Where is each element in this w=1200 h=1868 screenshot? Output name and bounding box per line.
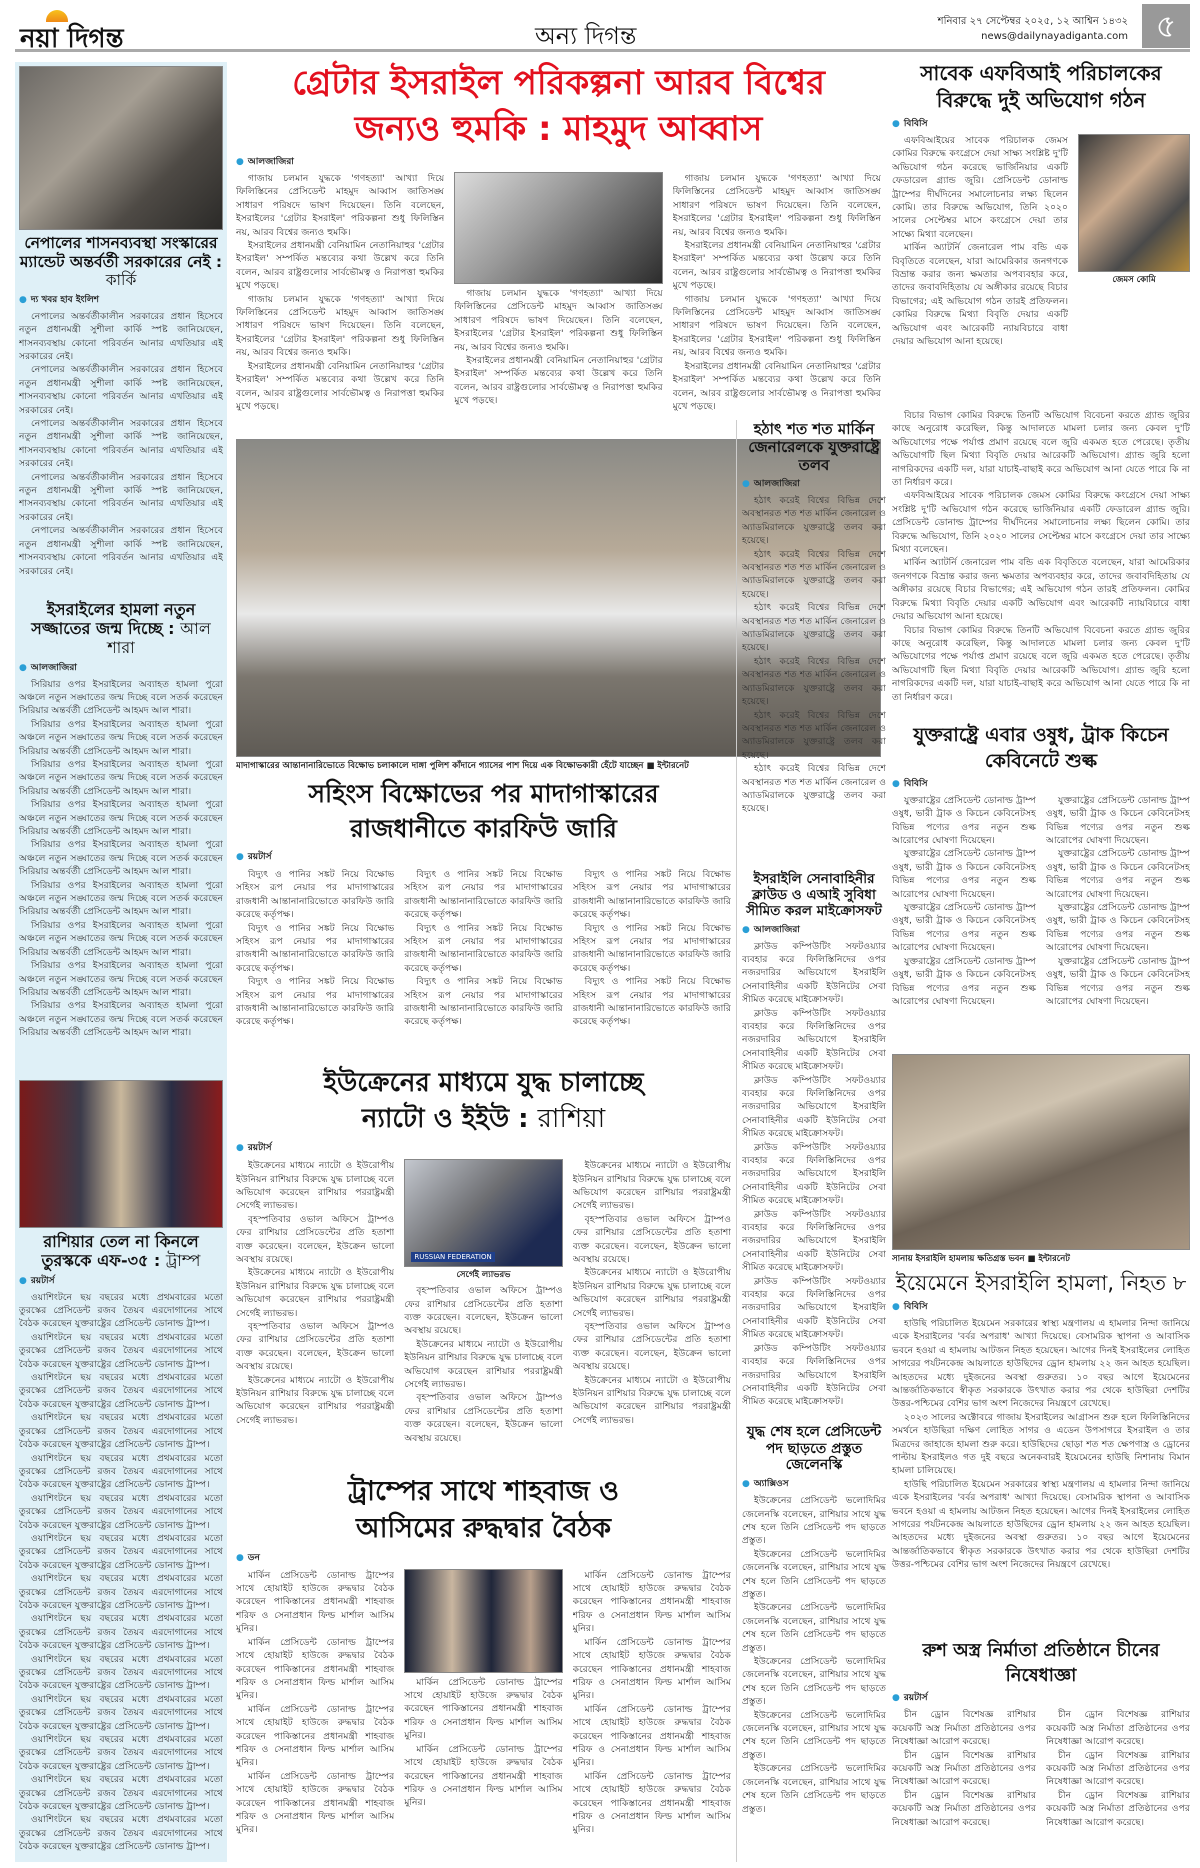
paragraph: সিরিয়ার ওপর ইসরাইলের অব্যাহত হামলা পুরো অঞ্চলে নতুন সঙ্ঘাতের জন্ম দিচ্ছে বলে সতর্ক করেছেন সিরিয়ার অন্তর্বর্তী প্রেসিডেন্ট আহমদ আল শারা।: [19, 960, 223, 998]
nepal-source: ● দ্য খবর হাব ইংলিশ: [19, 294, 223, 306]
paragraph: ইসরাইলের প্রধানমন্ত্রী বেনিয়ামিন নেতানিয়াহুর 'গ্রেটার ইসরাইল' সম্পর্কিত মন্তব্যের কথা উল্লেখ করে তিনি বলেন, আরব রাষ্ট্রগুলোর সার্বভৌমত্ব ও নিরাপত্তা হুমকির মুখে পড়ছে।: [672, 240, 881, 292]
pakistan-article: [236, 1569, 731, 1862]
china-source: ● রয়টার্স: [892, 1692, 1190, 1704]
article-body: [892, 1317, 1190, 1635]
article-body: [19, 1291, 223, 1858]
paragraph: চীন ড্রোন বিশেষজ্ঞ রাশিয়ার কয়েকটি অস্ত্র নির্মাতা প্রতিষ্ঠানের ওপর নিষেধাজ্ঞা আরোপ করেছে।: [1046, 1749, 1190, 1788]
nepal-headline: নেপালের শাসনব্যবস্থা সংস্কারের ম্যান্ডেট অন্তর্বর্তী সরকারের নেই : কার্কি: [19, 234, 223, 290]
date: শনিবার ২৭ সেপ্টেম্বর ২০২৫, ১২ আশ্বিন ১৪৩২: [937, 16, 1128, 27]
ukraine-headline: ইউক্রেনের মাধ্যমে যুদ্ধ চালাচ্ছে ন্যাটো ও ইইউ : রাশিয়া: [323, 1068, 644, 1135]
paragraph: ওয়াশিংটনে ছয় বছরের মধ্যে প্রথমবারের মতো তুরস্কের প্রেসিডেন্ট রজব তৈয়ব এরদোগানের সাথে বৈঠক করেছেন যুক্তরাষ্ট্রের প্রেসিডেন্ট ডোনাল্ড ট্রাম্প।: [19, 1573, 223, 1611]
paragraph: হঠাৎ করেই বিশ্বের বিভিন্ন দেশে অবস্থানরত শত শত মার্কিন জেনারেল ও অ্যাডমিরালকে যুক্তরাষ্ট্রে তলব করা হয়েছে।: [742, 495, 886, 547]
china-article: [892, 1708, 1190, 1862]
paragraph: ওয়াশিংটনে ছয় বছরের মধ্যে প্রথমবারের মতো তুরস্কের প্রেসিডেন্ট রজব তৈয়ব এরদোগানের সাথে বৈঠক করেছেন যুক্তরাষ্ট্রের প্রেসিডেন্ট ডোনাল্ড ট্রাম্প।: [19, 1814, 223, 1853]
madagascar-source: ● রয়টার্স: [236, 851, 731, 863]
paragraph: চীন ড্রোন বিশেষজ্ঞ রাশিয়ার কয়েকটি অস্ত্র নির্মাতা প্রতিষ্ঠানের ওপর নিষেধাজ্ঞা আরোপ করেছে।: [1046, 1789, 1190, 1828]
paragraph: বৃহস্পতিবার ওভাল অফিসে ট্রাম্পও ফের রাশিয়ার প্রেসিডেন্টের প্রতি হতাশা ব্যক্ত করেছেন। বলেছেন, ইউক্রেন ভালো অবস্থায় রয়েছে।: [236, 1213, 395, 1266]
madagascar-article: [236, 868, 731, 1060]
paragraph: বিদ্যুৎ ও পানির সঙ্কট নিয়ে বিক্ষোভ সহিংস রূপ নেয়ার পর মাদাগাস্কারের রাজধানী আন্তানানারিভোতে কারফিউ জারি করেছে কর্তৃপক্ষ।: [572, 922, 731, 974]
generals-headline: হঠাৎ শত শত মার্কিন জেনারেলকে যুক্তরাষ্ট্রে তলব: [748, 420, 880, 474]
paragraph: যুক্তরাষ্ট্রের প্রেসিডেন্ট ডোনাল্ড ট্রাম্প ওষুধ, ভারী ট্রাক ও কিচেন কেবিনেটসহ বিভিন্ন পণ্যের ওপর নতুন শুল্ক আরোপের ঘোষণা দিয়েছেন।: [892, 848, 1036, 900]
paragraph: ইউক্রেনের প্রেসিডেন্ট ভলোদিমির জেলেনস্কি বলেছেন, রাশিয়ার সাথে যুদ্ধ শেষ হলে তিনি প্রেসিডেন্ট পদ ছাড়তে প্রস্তুত।: [742, 1763, 886, 1815]
paragraph: বিচার বিভাগ কোমির বিরুদ্ধে তিনটি অভিযোগ বিবেচনা করতে গ্র্যান্ড জুরির কাছে অনুরোধ করেছিল, কিন্তু আদালতে মামলা চলার জন্য কেবল দু'টি অভিযোগের পক্ষে পর্যাপ্ত প্রমাণ রয়েছে বলে জুরি একমত হতে পেরেছে। তৃতীয় অভিযোগটি ছিল মিথ্যা বিবৃতি দেয়ার আরেকটি অভিযোগ। গ্র্যান্ড জুরি হলো নাগরিকদের একটি দল, যারা যাচাই-বাছাই করে অভিযোগ আনা যেতে পারে কি না তা নির্ধারণ করে।: [892, 410, 1190, 489]
paragraph: ইউক্রেনের মাধ্যমে ন্যাটো ও ইউরোপীয় ইউনিয়ন রাশিয়ার বিরুদ্ধে যুদ্ধ চালাচ্ছে বলে অভিযোগ করেছেন রাশিয়ার পররাষ্ট্রমন্ত্রী সের্গেই ল্যাভরভ।: [236, 1374, 395, 1426]
date-block: [938, 14, 1128, 44]
alsharaa-source: ● আলজাজিরা: [19, 662, 223, 674]
paragraph: হাউছি পরিচালিত ইয়েমেন সরকারের স্বাস্থ্য মন্ত্রণালয় এ হামলার নিন্দা জানিয়ে একে ইসরাইলের 'বর্বর অপরাধ' আখ্যা দিয়েছে। বেসামরিক স্থাপনা ও আবাসিক ভবনে হওয়া এ হামলায় আটজন নিহত হয়েছেন। আগের দিনই ইসরাইলের লোহিত সাগরের পর্যটনকেন্দ্র আয়লাতে হাউছিদের ড্রোন হামলায় ২২ জন আহত হয়েছিল। আহতদের মধ্যে দুইজনের অবস্থা গুরুতর। ১০ বছর আগে ইয়েমেনের আন্তর্জাতিকভাবে স্বীকৃত সরকারকে উৎখাত করার পর থেকে হাউছিরা দেশটির উত্তর-পশ্চিমের বেশির ভাগ অংশ নিজেদের নিয়ন্ত্রণে রেখেছে।: [892, 1478, 1190, 1571]
abbas-source: ● আলজাজিরা: [236, 156, 881, 168]
paragraph: ইউক্রেনের মাধ্যমে ন্যাটো ও ইউরোপীয় ইউনিয়ন রাশিয়ার বিরুদ্ধে যুদ্ধ চালাচ্ছে বলে অভিযোগ করেছেন রাশিয়ার পররাষ্ট্রমন্ত্রী সের্গেই ল্যাভরভ।: [236, 1160, 395, 1212]
paragraph: ওয়াশিংটনে ছয় বছরের মধ্যে প্রথমবারের মতো তুরস্কের প্রেসিডেন্ট রজব তৈয়ব এরদোগানের সাথে বৈঠক করেছেন যুক্তরাষ্ট্রের প্রেসিডেন্ট ডোনাল্ড ট্রাম্প।: [19, 1653, 223, 1692]
paragraph: সিরিয়ার ওপর ইসরাইলের অব্যাহত হামলা পুরো অঞ্চলে নতুন সঙ্ঘাতের জন্ম দিচ্ছে বলে সতর্ক করেছেন সিরিয়ার অন্তর্বর্তী প্রেসিডেন্ট আহমদ আল শারা।: [19, 799, 223, 838]
paragraph: যুক্তরাষ্ট্রের প্রেসিডেন্ট ডোনাল্ড ট্রাম্প ওষুধ, ভারী ট্রাক ও কিচেন কেবিনেটসহ বিভিন্ন পণ্যের ওপর নতুন শুল্ক আরোপের ঘোষণা দিয়েছেন।: [892, 955, 1036, 1007]
paragraph: চীন ড্রোন বিশেষজ্ঞ রাশিয়ার কয়েকটি অস্ত্র নির্মাতা প্রতিষ্ঠানের ওপর নিষেধাজ্ঞা আরোপ করেছে।: [892, 1749, 1036, 1788]
paragraph: মার্কিন প্রেসিডেন্ট ডোনাল্ড ট্রাম্পের সাথে হোয়াইট হাউজে রুদ্ধদ্বার বৈঠক করেছেন পাকিস্তানের প্রধানমন্ত্রী শাহবাজ শরিফ ও সেনাপ্রধান ফিল্ড মার্শাল আসিম মুনির।: [236, 1636, 395, 1702]
paragraph: সিরিয়ার ওপর ইসরাইলের অব্যাহত হামলা পুরো অঞ্চলে নতুন সঙ্ঘাতের জন্ম দিচ্ছে বলে সতর্ক করেছেন সিরিয়ার অন্তর্বর্তী প্রেসিডেন্ট আহমদ আল শারা।: [19, 839, 223, 878]
paragraph: মার্কিন প্রেসিডেন্ট ডোনাল্ড ট্রাম্পের সাথে হোয়াইট হাউজে রুদ্ধদ্বার বৈঠক করেছেন পাকিস্তানের প্রধানমন্ত্রী শাহবাজ শরিফ ও সেনাপ্রধান ফিল্ড মার্শাল আসিম মুনির।: [572, 1569, 731, 1635]
tariff-source: ● বিবিসি: [892, 778, 1190, 790]
paragraph: ওয়াশিংটনে ছয় বছরের মধ্যে প্রথমবারের মতো তুরস্কের প্রেসিডেন্ট রজব তৈয়ব এরদোগানের সাথে বৈঠক করেছেন যুক্তরাষ্ট্রের প্রেসিডেন্ট ডোনাল্ড ট্রাম্প।: [19, 1613, 223, 1652]
paragraph: হঠাৎ করেই বিশ্বের বিভিন্ন দেশে অবস্থানরত শত শত মার্কিন জেনারেল ও অ্যাডমিরালকে যুক্তরাষ্ট্রে তলব করা হয়েছে।: [742, 602, 886, 654]
article-body: [892, 1708, 1036, 1862]
paragraph: বৃহস্পতিবার ওভাল অফিসে ট্রাম্পও ফের রাশিয়ার প্রেসিডেন্টের প্রতি হতাশা ব্যক্ত করেছেন। বলেছেন, ইউক্রেন ভালো অবস্থায় রয়েছে।: [572, 1213, 731, 1266]
paragraph: যুক্তরাষ্ট্রের প্রেসিডেন্ট ডোনাল্ড ট্রাম্প ওষুধ, ভারী ট্রাক ও কিচেন কেবিনেটসহ বিভিন্ন পণ্যের ওপর নতুন শুল্ক আরোপের ঘোষণা দিয়েছেন।: [892, 902, 1036, 954]
paragraph: হাউছি পরিচালিত ইয়েমেন সরকারের স্বাস্থ্য মন্ত্রণালয় এ হামলার নিন্দা জানিয়ে একে ইসরাইলের 'বর্বর অপরাধ' আখ্যা দিয়েছে। বেসামরিক স্থাপনা ও আবাসিক ভবনে হওয়া এ হামলায় আটজন নিহত হয়েছেন। আগের দিনই ইসরাইলের লোহিত সাগরের পর্যটনকেন্দ্র আয়লাতে হাউছিদের ড্রোন হামলায় ২২ জন আহত হয়েছিল। আহতদের মধ্যে দুইজনের অবস্থা গুরুতর। ১০ বছর আগে ইয়েমেনের আন্তর্জাতিকভাবে স্বীকৃত সরকারকে উৎখাত করার পর থেকে হাউছিরা দেশটির উত্তর-পশ্চিমের বেশির ভাগ অংশ নিজেদের নিয়ন্ত্রণে রেখেছে।: [892, 1317, 1190, 1410]
paragraph: ওয়াশিংটনে ছয় বছরের মধ্যে প্রথমবারের মতো তুরস্কের প্রেসিডেন্ট রজব তৈয়ব এরদোগানের সাথে বৈঠক করেছেন যুক্তরাষ্ট্রের প্রেসিডেন্ট ডোনাল্ড ট্রাম্প।: [19, 1774, 223, 1813]
paragraph: বিদ্যুৎ ও পানির সঙ্কট নিয়ে বিক্ষোভ সহিংস রূপ নেয়ার পর মাদাগাস্কারের রাজধানী আন্তানানারিভোতে কারফিউ জারি করেছে কর্তৃপক্ষ।: [404, 869, 563, 921]
paragraph: মার্কিন প্রেসিডেন্ট ডোনাল্ড ট্রাম্পের সাথে হোয়াইট হাউজে রুদ্ধদ্বার বৈঠক করেছেন পাকিস্তানের প্রধানমন্ত্রী শাহবাজ শরিফ ও সেনাপ্রধান ফিল্ড মার্শাল আসিম মুনির।: [236, 1770, 395, 1836]
paragraph: ইউক্রেনের মাধ্যমে ন্যাটো ও ইউরোপীয় ইউনিয়ন রাশিয়ার বিরুদ্ধে যুদ্ধ চালাচ্ছে বলে অভিযোগ করেছেন রাশিয়ার পররাষ্ট্রমন্ত্রী সের্গেই ল্যাভরভ।: [572, 1267, 731, 1319]
paragraph: ইউক্রেনের মাধ্যমে ন্যাটো ও ইউরোপীয় ইউনিয়ন রাশিয়ার বিরুদ্ধে যুদ্ধ চালাচ্ছে বলে অভিযোগ করেছেন রাশিয়ার পররাষ্ট্রমন্ত্রী সের্গেই ল্যাভরভ।: [572, 1374, 731, 1426]
paragraph: গাজায় চলমান যুদ্ধকে 'গণহত্যা' আখ্যা দিয়ে ফিলিস্তিনের প্রেসিডেন্ট মাহমুদ আব্বাস জাতিসঙ্ঘ সাধারণ পরিষদে ভাষণ দিয়েছেন। তিনি বলেছেন, ইসরাইলের 'গ্রেটার ইসরাইল' পরিকল্পনা শুধু ফিলিস্তিন নয়, আরব বিশ্বের জন্যও হুমকি।: [236, 173, 445, 238]
paragraph: নেপালের অন্তর্বর্তীকালীন সরকারের প্রধান হিসেবে নতুন প্রধানমন্ত্রী সুশীলা কার্কি স্পষ্ট জানিয়েছেন, শাসনব্যবস্থায় কোনো পরিবর্তন আনার এখতিয়ার এই সরকারের নেই।: [19, 310, 223, 362]
paragraph: ওয়াশিংটনে ছয় বছরের মধ্যে প্রথমবারের মতো তুরস্কের প্রেসিডেন্ট রজব তৈয়ব এরদোগানের সাথে বৈঠক করেছেন যুক্তরাষ্ট্রের প্রেসিডেন্ট ডোনাল্ড ট্রাম্প।: [19, 1492, 223, 1531]
paragraph: নেপালের অন্তর্বর্তীকালীন সরকারের প্রধান হিসেবে নতুন প্রধানমন্ত্রী সুশীলা কার্কি স্পষ্ট জানিয়েছেন, শাসনব্যবস্থায় কোনো পরিবর্তন আনার এখতিয়ার এই সরকারের নেই।: [19, 525, 223, 577]
article-body: [1046, 794, 1190, 1050]
tariff-headline: যুক্তরাষ্ট্রে এবার ওষুধ, ট্রাক কিচেন কেবিনেটে শুল্ক: [913, 723, 1169, 772]
paragraph: হঠাৎ করেই বিশ্বের বিভিন্ন দেশে অবস্থানরত শত শত মার্কিন জেনারেল ও অ্যাডমিরালকে যুক্তরাষ্ট্রে তলব করা হয়েছে।: [742, 709, 886, 761]
zelensky-source: ● অ্যাক্সিওস: [742, 1478, 886, 1490]
paragraph: যুক্তরাষ্ট্রের প্রেসিডেন্ট ডোনাল্ড ট্রাম্প ওষুধ, ভারী ট্রাক ও কিচেন কেবিনেটসহ বিভিন্ন পণ্যের ওপর নতুন শুল্ক আরোপের ঘোষণা দিয়েছেন।: [892, 794, 1036, 847]
yemen-headline: ইয়েমেনে ইসরাইলি হামলা, নিহত ৮: [895, 1270, 1187, 1295]
yemen-caption: সানায় ইসরাইলি হামলায় ক্ষতিগ্রস্ত ভবন ■ ইন্টারনেট: [892, 1253, 1070, 1264]
paragraph: মার্কিন অ্যাটর্নি জেনারেল পাম বন্ডি এক বিবৃতিতে বলেছেন, যারা আমেরিকার জনগণকে বিভ্রান্ত করার জন্য ক্ষমতার অপব্যবহার করে, তাদের জবাবদিহিতায় যে অঙ্গীকার রয়েছে বিচার বিভাগের; এই অভিযোগ গঠন তারই প্রতিফলন। কোমির বিরুদ্ধে মিথ্যা বিবৃতি দেয়ার একটি অভিযোগ এবং আরেকটি ন্যায়বিচারে বাধা দেয়ার অভিযোগ আনা হয়েছে।: [892, 557, 1190, 623]
paragraph: গাজায় চলমান যুদ্ধকে 'গণহত্যা' আখ্যা দিয়ে ফিলিস্তিনের প্রেসিডেন্ট মাহমুদ আব্বাস জাতিসঙ্ঘ সাধারণ পরিষদে ভাষণ দিয়েছেন। তিনি বলেছেন, ইসরাইলের 'গ্রেটার ইসরাইল' পরিকল্পনা শুধু ফিলিস্তিন নয়, আরব বিশ্বের জন্যও হুমকি।: [672, 293, 881, 359]
paragraph: ক্লাউড কম্পিউটিং সফটওয়্যার ব্যবহার করে ফিলিস্তিনিদের ওপর নজরদারির অভিযোগে ইসরাইলি সেনাবাহিনীর একটি ইউনিটের সেবা সীমিত করেছে মাইক্রোসফট।: [742, 1007, 886, 1073]
abbas-article: [236, 172, 881, 435]
paragraph: ওয়াশিংটনে ছয় বছরের মধ্যে প্রথমবারের মতো তুরস্কের প্রেসিডেন্ট রজব তৈয়ব এরদোগানের সাথে বৈঠক করেছেন যুক্তরাষ্ট্রের প্রেসিডেন্ট ডোনাল্ড ট্রাম্প।: [19, 1532, 223, 1571]
article-body: [573, 868, 731, 1060]
paragraph: বিদ্যুৎ ও পানির সঙ্কট নিয়ে বিক্ষোভ সহিংস রূপ নেয়ার পর মাদাগাস্কারের রাজধানী আন্তানানারিভোতে কারফিউ জারি করেছে কর্তৃপক্ষ।: [572, 976, 731, 1028]
generals-source: ● আলজাজিরা: [742, 478, 886, 490]
sun-logo-icon: [46, 10, 68, 22]
lavrov-photo: [404, 1159, 562, 1267]
paragraph: হঠাৎ করেই বিশ্বের বিভিন্ন দেশে অবস্থানরত শত শত মার্কিন জেনারেল ও অ্যাডমিরালকে যুক্তরাষ্ট্রে তলব করা হয়েছে।: [742, 655, 886, 708]
madagascar-headline: সহিংস বিক্ষোভের পর মাদাগাস্কারের রাজধানীতে কারফিউ জারি: [308, 779, 659, 843]
comey-caption: জেমস কোমি: [1112, 275, 1156, 285]
turkey-headline: রাশিয়ার তেল না কিনলে তুরস্ককে এফ-৩৫ : ট্রাম্প: [41, 1232, 201, 1271]
microsoft-source: ● আলজাজিরা: [742, 924, 886, 936]
fbi-source: ● বিবিসি: [892, 118, 1190, 130]
paragraph: যুক্তরাষ্ট্রের প্রেসিডেন্ট ডোনাল্ড ট্রাম্প ওষুধ, ভারী ট্রাক ও কিচেন কেবিনেটসহ বিভিন্ন পণ্যের ওপর নতুন শুল্ক আরোপের ঘোষণা দিয়েছেন।: [1046, 794, 1190, 847]
paragraph: ইসরাইলের প্রধানমন্ত্রী বেনিয়ামিন নেতানিয়াহুর 'গ্রেটার ইসরাইল' সম্পর্কিত মন্তব্যের কথা উল্লেখ করে তিনি বলেন, আরব রাষ্ট্রগুলোর সার্বভৌমত্ব ও নিরাপত্তা হুমকির মুখে পড়ছে।: [454, 355, 663, 407]
paragraph: ক্লাউড কম্পিউটিং সফটওয়্যার ব্যবহার করে ফিলিস্তিনিদের ওপর নজরদারির অভিযোগে ইসরাইলি সেনাবাহিনীর একটি ইউনিটের সেবা সীমিত করেছে মাইক্রোসফট।: [742, 1208, 886, 1274]
paragraph: যুক্তরাষ্ট্রের প্রেসিডেন্ট ডোনাল্ড ট্রাম্প ওষুধ, ভারী ট্রাক ও কিচেন কেবিনেটসহ বিভিন্ন পণ্যের ওপর নতুন শুল্ক আরোপের ঘোষণা দিয়েছেন।: [1046, 848, 1190, 900]
article-body: [454, 287, 662, 435]
paragraph: বিদ্যুৎ ও পানির সঙ্কট নিয়ে বিক্ষোভ সহিংস রূপ নেয়ার পর মাদাগাস্কারের রাজধানী আন্তানানারিভোতে কারফিউ জারি করেছে কর্তৃপক্ষ।: [404, 976, 563, 1028]
pakistan-source: ● ডন: [236, 1552, 731, 1564]
paragraph: নেপালের অন্তর্বর্তীকালীন সরকারের প্রধান হিসেবে নতুন প্রধানমন্ত্রী সুশীলা কার্কি স্পষ্ট জানিয়েছেন, শাসনব্যবস্থায় কোনো পরিবর্তন আনার এখতিয়ার এই সরকারের নেই।: [19, 364, 223, 416]
paragraph: ইউক্রেনের প্রেসিডেন্ট ভলোদিমির জেলেনস্কি বলেছেন, রাশিয়ার সাথে যুদ্ধ শেষ হলে তিনি প্রেসিডেন্ট পদ ছাড়তে প্রস্তুত।: [742, 1709, 886, 1761]
logo-text: নয়া দিগন্ত: [20, 24, 124, 54]
paragraph: মার্কিন অ্যাটর্নি জেনারেল পাম বন্ডি এক বিবৃতিতে বলেছেন, যারা আমেরিকার জনগণকে বিভ্রান্ত করার জন্য ক্ষমতার অপব্যবহার করে, তাদের জবাবদিহিতায় যে অঙ্গীকার রয়েছে বিচার বিভাগের; এই অভিযোগ গঠন তারই প্রতিফলন। কোমির বিরুদ্ধে মিথ্যা বিবৃতি দেয়ার একটি অভিযোগ এবং আরেকটি ন্যায়বিচারে বাধা দেয়ার অভিযোগ আনা হয়েছে।: [892, 242, 1068, 348]
article-body: [892, 794, 1036, 1050]
paragraph: বিচার বিভাগ কোমির বিরুদ্ধে তিনটি অভিযোগ বিবেচনা করতে গ্র্যান্ড জুরির কাছে অনুরোধ করেছিল, কিন্তু আদালতে মামলা চলার জন্য কেবল দু'টি অভিযোগের পক্ষে পর্যাপ্ত প্রমাণ রয়েছে বলে জুরি একমত হতে পেরেছে। তৃতীয় অভিযোগটি ছিল মিথ্যা বিবৃতি দেয়ার আরেকটি অভিযোগ। গ্র্যান্ড জুরি হলো নাগরিকদের একটি দল, যারা যাচাই-বাছাই করে অভিযোগ আনা যেতে পারে কি না তা নির্ধারণ করে।: [892, 624, 1190, 703]
article-body: [742, 940, 886, 1420]
paragraph: হঠাৎ করেই বিশ্বের বিভিন্ন দেশে অবস্থানরত শত শত মার্কিন জেনারেল ও অ্যাডমিরালকে যুক্তরাষ্ট্রে তলব করা হয়েছে।: [742, 763, 886, 815]
fbi-article: [892, 134, 1190, 718]
email[interactable]: news@dailynayadiganta.com: [981, 31, 1128, 42]
right-column: [892, 60, 1190, 1862]
article-body: [236, 868, 394, 1060]
paragraph: এফবিআইয়ের সাবেক পরিচালক জেমস কোমির বিরুদ্ধে কংগ্রেসে দেয়া সাক্ষ্য সংশ্লিষ্ট দু'টি অভিযোগ গঠন করেছে ভার্জিনিয়ার একটি ফেডারেল গ্র্যান্ড জুরি। প্রেসিডেন্ট ডোনাল্ড ট্রাম্পের দীর্ঘদিনের সমালোচনার লক্ষ্য ছিলেন কোমি। তার বিরুদ্ধে অভিযোগ, তিনি ২০২০ সালের সেপ্টেম্বর মাসে কংগ্রেসে দেয়া তার সাক্ষ্যে মিথ্যা বলেছেন।: [892, 490, 1190, 556]
paragraph: ওয়াশিংটনে ছয় বছরের মধ্যে প্রথমবারের মতো তুরস্কের প্রেসিডেন্ট রজব তৈয়ব এরদোগানের সাথে বৈঠক করেছেন যুক্তরাষ্ট্রের প্রেসিডেন্ট ডোনাল্ড ট্রাম্প।: [19, 1372, 223, 1410]
zelensky-headline: যুদ্ধ শেষ হলে প্রেসিডেন্ট পদ ছাড়তে প্রস্তুত জেলেনস্কি: [746, 1423, 882, 1474]
yemen-source: ● বিবিসি: [892, 1301, 1190, 1313]
paragraph: বৃহস্পতিবার ওভাল অফিসে ট্রাম্পও ফের রাশিয়ার প্রেসিডেন্টের প্রতি হতাশা ব্যক্ত করেছেন। বলেছেন, ইউক্রেন ভালো অবস্থায় রয়েছে।: [236, 1321, 395, 1373]
paragraph: ওয়াশিংটনে ছয় বছরের মধ্যে প্রথমবারের মতো তুরস্কের প্রেসিডেন্ট রজব তৈয়ব এরদোগানের সাথে বৈঠক করেছেন যুক্তরাষ্ট্রের প্রেসিডেন্ট ডোনাল্ড ট্রাম্প।: [19, 1693, 223, 1732]
ukraine-article: [236, 1159, 731, 1468]
paragraph: সিরিয়ার ওপর ইসরাইলের অব্যাহত হামলা পুরো অঞ্চলে নতুন সঙ্ঘাতের জন্ম দিচ্ছে বলে সতর্ক করেছেন সিরিয়ার অন্তর্বর্তী প্রেসিডেন্ট আহমদ আল শারা।: [19, 718, 223, 757]
article-body: [673, 172, 881, 435]
paragraph: ক্লাউড কম্পিউটিং সফটওয়্যার ব্যবহার করে ফিলিস্তিনিদের ওপর নজরদারির অভিযোগে ইসরাইলি সেনাবাহিনীর একটি ইউনিটের সেবা সীমিত করেছে মাইক্রোসফট।: [742, 1342, 886, 1408]
paragraph: মার্কিন প্রেসিডেন্ট ডোনাল্ড ট্রাম্পের সাথে হোয়াইট হাউজে রুদ্ধদ্বার বৈঠক করেছেন পাকিস্তানের প্রধানমন্ত্রী শাহবাজ শরিফ ও সেনাপ্রধান ফিল্ড মার্শাল আসিম মুনির।: [572, 1636, 731, 1702]
paragraph: ইউক্রেনের প্রেসিডেন্ট ভলোদিমির জেলেনস্কি বলেছেন, রাশিয়ার সাথে যুদ্ধ শেষ হলে তিনি প্রেসিডেন্ট পদ ছাড়তে প্রস্তুত।: [742, 1548, 886, 1600]
narrow-column: [736, 420, 886, 1862]
article-body: [236, 172, 444, 435]
karki-photo: [19, 66, 223, 230]
article-body: [236, 1569, 394, 1862]
paragraph: মার্কিন প্রেসিডেন্ট ডোনাল্ড ট্রাম্পের সাথে হোয়াইট হাউজে রুদ্ধদ্বার বৈঠক করেছেন পাকিস্তানের প্রধানমন্ত্রী শাহবাজ শরিফ ও সেনাপ্রধান ফিল্ড মার্শাল আসিম মুনির।: [404, 1676, 563, 1742]
paragraph: বিদ্যুৎ ও পানির সঙ্কট নিয়ে বিক্ষোভ সহিংস রূপ নেয়ার পর মাদাগাস্কারের রাজধানী আন্তানানারিভোতে কারফিউ জারি করেছে কর্তৃপক্ষ।: [236, 869, 395, 921]
article-body: [573, 1159, 731, 1468]
paragraph: ইউক্রেনের মাধ্যমে ন্যাটো ও ইউরোপীয় ইউনিয়ন রাশিয়ার বিরুদ্ধে যুদ্ধ চালাচ্ছে বলে অভিযোগ করেছেন রাশিয়ার পররাষ্ট্রমন্ত্রী সের্গেই ল্যাভরভ।: [236, 1267, 395, 1319]
paragraph: নেপালের অন্তর্বর্তীকালীন সরকারের প্রধান হিসেবে নতুন প্রধানমন্ত্রী সুশীলা কার্কি স্পষ্ট জানিয়েছেন, শাসনব্যবস্থায় কোনো পরিবর্তন আনার এখতিয়ার এই সরকারের নেই।: [19, 471, 223, 523]
paragraph: ওয়াশিংটনে ছয় বছরের মধ্যে প্রথমবারের মতো তুরস্কের প্রেসিডেন্ট রজব তৈয়ব এরদোগানের সাথে বৈঠক করেছেন যুক্তরাষ্ট্রের প্রেসিডেন্ট ডোনাল্ড ট্রাম্প।: [19, 1452, 223, 1491]
paragraph: ওয়াশিংটনে ছয় বছরের মধ্যে প্রথমবারের মতো তুরস্কের প্রেসিডেন্ট রজব তৈয়ব এরদোগানের সাথে বৈঠক করেছেন যুক্তরাষ্ট্রের প্রেসিডেন্ট ডোনাল্ড ট্রাম্প।: [19, 1291, 223, 1330]
paragraph: বিদ্যুৎ ও পানির সঙ্কট নিয়ে বিক্ষোভ সহিংস রূপ নেয়ার পর মাদাগাস্কারের রাজধানী আন্তানানারিভোতে কারফিউ জারি করেছে কর্তৃপক্ষ।: [236, 922, 395, 974]
paragraph: ইউক্রেনের প্রেসিডেন্ট ভলোদিমির জেলেনস্কি বলেছেন, রাশিয়ার সাথে যুদ্ধ শেষ হলে তিনি প্রেসিডেন্ট পদ ছাড়তে প্রস্তুত।: [742, 1656, 886, 1708]
article-body: [892, 134, 1068, 406]
paragraph: ইউক্রেনের মাধ্যমে ন্যাটো ও ইউরোপীয় ইউনিয়ন রাশিয়ার বিরুদ্ধে যুদ্ধ চালাচ্ছে বলে অভিযোগ করেছেন রাশিয়ার পররাষ্ট্রমন্ত্রী সের্গেই ল্যাভরভ।: [404, 1338, 563, 1391]
paragraph: চীন ড্রোন বিশেষজ্ঞ রাশিয়ার কয়েকটি অস্ত্র নির্মাতা প্রতিষ্ঠানের ওপর নিষেধাজ্ঞা আরোপ করেছে।: [1046, 1709, 1190, 1748]
paragraph: বিদ্যুৎ ও পানির সঙ্কট নিয়ে বিক্ষোভ সহিংস রূপ নেয়ার পর মাদাগাস্কারের রাজধানী আন্তানানারিভোতে কারফিউ জারি করেছে কর্তৃপক্ষ।: [572, 869, 731, 921]
paragraph: ইউক্রেনের মাধ্যমে ন্যাটো ও ইউরোপীয় ইউনিয়ন রাশিয়ার বিরুদ্ধে যুদ্ধ চালাচ্ছে বলে অভিযোগ করেছেন রাশিয়ার পররাষ্ট্রমন্ত্রী সের্গেই ল্যাভরভ।: [572, 1160, 731, 1212]
left-column: [15, 62, 227, 1862]
paragraph: মার্কিন প্রেসিডেন্ট ডোনাল্ড ট্রাম্পের সাথে হোয়াইট হাউজে রুদ্ধদ্বার বৈঠক করেছেন পাকিস্তানের প্রধানমন্ত্রী শাহবাজ শরিফ ও সেনাপ্রধান ফিল্ড মার্শাল আসিম মুনির।: [404, 1743, 563, 1809]
paragraph: বৃহস্পতিবার ওভাল অফিসে ট্রাম্পও ফের রাশিয়ার প্রেসিডেন্টের প্রতি হতাশা ব্যক্ত করেছেন। বলেছেন, ইউক্রেন ভালো অবস্থায় রয়েছে।: [404, 1285, 563, 1337]
alsharaa-headline: ইসরাইলের হামলা নতুন সজ্জাতের জন্ম দিচ্ছে : আল শারা: [31, 600, 211, 658]
paragraph: সিরিয়ার ওপর ইসরাইলের অব্যাহত হামলা পুরো অঞ্চলে নতুন সঙ্ঘাতের জন্ম দিচ্ছে বলে সতর্ক করেছেন সিরিয়ার অন্তর্বর্তী প্রেসিডেন্ট আহমদ আল শারা।: [19, 919, 223, 958]
paragraph: সিরিয়ার ওপর ইসরাইলের অব্যাহত হামলা পুরো অঞ্চলে নতুন সঙ্ঘাতের জন্ম দিচ্ছে বলে সতর্ক করেছেন সিরিয়ার অন্তর্বর্তী প্রেসিডেন্ট আহমদ আল শারা।: [19, 759, 223, 797]
article-body: [19, 678, 223, 1077]
paragraph: বিদ্যুৎ ও পানির সঙ্কট নিয়ে বিক্ষোভ সহিংস রূপ নেয়ার পর মাদাগাস্কারের রাজধানী আন্তানানারিভোতে কারফিউ জারি করেছে কর্তৃপক্ষ।: [404, 922, 563, 974]
paragraph: মার্কিন প্রেসিডেন্ট ডোনাল্ড ট্রাম্পের সাথে হোয়াইট হাউজে রুদ্ধদ্বার বৈঠক করেছেন পাকিস্তানের প্রধানমন্ত্রী শাহবাজ শরিফ ও সেনাপ্রধান ফিল্ড মার্শাল আসিম মুনির।: [236, 1703, 395, 1769]
paragraph: যুক্তরাষ্ট্রের প্রেসিডেন্ট ডোনাল্ড ট্রাম্প ওষুধ, ভারী ট্রাক ও কিচেন কেবিনেটসহ বিভিন্ন পণ্যের ওপর নতুন শুল্ক আরোপের ঘোষণা দিয়েছেন।: [1046, 902, 1190, 954]
paragraph: বিদ্যুৎ ও পানির সঙ্কট নিয়ে বিক্ষোভ সহিংস রূপ নেয়ার পর মাদাগাস্কারের রাজধানী আন্তানানারিভোতে কারফিউ জারি করেছে কর্তৃপক্ষ।: [236, 976, 395, 1028]
article-body: [892, 409, 1190, 718]
fbi-headline: সাবেক এফবিআই পরিচালকের বিরুদ্ধে দুই অভিযোগ গঠন: [920, 61, 1162, 112]
erdogan-trump-photo: [19, 1080, 223, 1228]
paragraph: ইসরাইলের প্রধানমন্ত্রী বেনিয়ামিন নেতানিয়াহুর 'গ্রেটার ইসরাইল' সম্পর্কিত মন্তব্যের কথা উল্লেখ করে তিনি বলেন, আরব রাষ্ট্রগুলোর সার্বভৌমত্ব ও নিরাপত্তা হুমকির মুখে পড়ছে।: [236, 360, 445, 412]
comey-photo: [1078, 134, 1190, 272]
article-body: [404, 1284, 562, 1468]
center-lower: [236, 776, 731, 1862]
paragraph: ইসরাইলের প্রধানমন্ত্রী বেনিয়ামিন নেতানিয়াহুর 'গ্রেটার ইসরাইল' সম্পর্কিত মন্তব্যের কথা উল্লেখ করে তিনি বলেন, আরব রাষ্ট্রগুলোর সার্বভৌমত্ব ও নিরাপত্তা হুমকির মুখে পড়ছে।: [672, 360, 881, 412]
nameplate: RUSSIAN FEDERATION: [411, 1252, 494, 1262]
paragraph: ওয়াশিংটনে ছয় বছরের মধ্যে প্রথমবারের মতো তুরস্কের প্রেসিডেন্ট রজব তৈয়ব এরদোগানের সাথে বৈঠক করেছেন যুক্তরাষ্ট্রের প্রেসিডেন্ট ডোনাল্ড ট্রাম্প।: [19, 1412, 223, 1451]
paragraph: গাজায় চলমান যুদ্ধকে 'গণহত্যা' আখ্যা দিয়ে ফিলিস্তিনের প্রেসিডেন্ট মাহমুদ আব্বাস জাতিসঙ্ঘ সাধারণ পরিষদে ভাষণ দিয়েছেন। তিনি বলেছেন, ইসরাইলের 'গ্রেটার ইসরাইল' পরিকল্পনা শুধু ফিলিস্তিন নয়, আরব বিশ্বের জন্যও হুমকি।: [672, 173, 881, 238]
masthead: [15, 0, 1190, 52]
pakistan-meeting-photo: [404, 1569, 562, 1673]
ukraine-source: ● রয়টার্স: [236, 1142, 731, 1154]
paragraph: চীন ড্রোন বিশেষজ্ঞ রাশিয়ার কয়েকটি অস্ত্র নির্মাতা প্রতিষ্ঠানের ওপর নিষেধাজ্ঞা আরোপ করেছে।: [892, 1789, 1036, 1828]
article-body: [1046, 1708, 1190, 1862]
paragraph: ওয়াশিংটনে ছয় বছরের মধ্যে প্রথমবারের মতো তুরস্কের প্রেসিডেন্ট রজব তৈয়ব এরদোগানের সাথে বৈঠক করেছেন যুক্তরাষ্ট্রের প্রেসিডেন্ট ডোনাল্ড ট্রাম্প।: [19, 1734, 223, 1772]
yemen-photo: [892, 1054, 1190, 1250]
article-body: [573, 1569, 731, 1862]
main-headline: গ্রেটার ইসরাইল পরিকল্পনা আরব বিশ্বের জন্যও হুমকি : মাহমুদ আব্বাস: [292, 63, 825, 149]
paragraph: গাজায় চলমান যুদ্ধকে 'গণহত্যা' আখ্যা দিয়ে ফিলিস্তিনের প্রেসিডেন্ট মাহমুদ আব্বাস জাতিসঙ্ঘ সাধারণ পরিষদে ভাষণ দিয়েছেন। তিনি বলেছেন, ইসরাইলের 'গ্রেটার ইসরাইল' পরিকল্পনা শুধু ফিলিস্তিন নয়, আরব বিশ্বের জন্যও হুমকি।: [236, 293, 445, 359]
paragraph: চীন ড্রোন বিশেষজ্ঞ রাশিয়ার কয়েকটি অস্ত্র নির্মাতা প্রতিষ্ঠানের ওপর নিষেধাজ্ঞা আরোপ করেছে।: [892, 1709, 1036, 1748]
paragraph: নেপালের অন্তর্বর্তীকালীন সরকারের প্রধান হিসেবে নতুন প্রধানমন্ত্রী সুশীলা কার্কি স্পষ্ট জানিয়েছেন, শাসনব্যবস্থায় কোনো পরিবর্তন আনার এখতিয়ার এই সরকারের নেই।: [19, 418, 223, 470]
article-body: [742, 494, 886, 867]
lavrov-caption: সের্গেই ল্যাভরভ: [456, 1270, 511, 1281]
paragraph: ক্লাউড কম্পিউটিং সফটওয়্যার ব্যবহার করে ফিলিস্তিনিদের ওপর নজরদারির অভিযোগে ইসরাইলি সেনাবাহিনীর একটি ইউনিটের সেবা সীমিত করেছে মাইক্রোসফট।: [742, 1141, 886, 1207]
section-title: অন্য দিগন্ত: [535, 22, 637, 50]
paragraph: বৃহস্পতিবার ওভাল অফিসে ট্রাম্পও ফের রাশিয়ার প্রেসিডেন্টের প্রতি হতাশা ব্যক্ত করেছেন। বলেছেন, ইউক্রেন ভালো অবস্থায় রয়েছে।: [404, 1392, 563, 1444]
paragraph: ক্লাউড কম্পিউটিং সফটওয়্যার ব্যবহার করে ফিলিস্তিনিদের ওপর নজরদারির অভিযোগে ইসরাইলি সেনাবাহিনীর একটি ইউনিটের সেবা সীমিত করেছে মাইক্রোসফট।: [742, 940, 886, 1006]
madagascar-caption: মাদাগাস্কারের আন্তানানারিভোতে বিক্ষোভ চলাকালে দাঙ্গা পুলিশ কাঁদানে গ্যাসের পাশ দিয়ে এক বিক্ষোভকারী হেঁটে যাচ্ছেন ■ ইন্টারনেট: [236, 761, 689, 771]
microsoft-headline: ইসরাইলি সেনাবাহিনীর ক্লাউড ও এআই সুবিধা সীমিত করল মাইক্রোসফট: [746, 870, 882, 920]
paragraph: হঠাৎ করেই বিশ্বের বিভিন্ন দেশে অবস্থানরত শত শত মার্কিন জেনারেল ও অ্যাডমিরালকে যুক্তরাষ্ট্রে তলব করা হয়েছে।: [742, 548, 886, 600]
paragraph: ২০২৩ সালের অক্টোবরে গাজায় ইসরাইলের আগ্রাসন শুরু হলে ফিলিস্তিনিদের সমর্থনে হাউছিরা দক্ষিণ লোহিত সাগর ও এডেন উপসাগরে ইসরাইল ও তার মিত্রদের জাহাজে হামলা শুরু করে। হাউছিদের ছোড়া শত শত ক্ষেপণাস্ত্র ও ড্রোনের পাল্টায় ইসরাইলও গত দুই বছরে অনেকবারই ইয়েমেনের হাউছি নিশানায় বিমান হামলা চালিয়েছে।: [892, 1411, 1190, 1477]
article-body: [742, 1494, 886, 1862]
paragraph: গাজায় চলমান যুদ্ধকে 'গণহত্যা' আখ্যা দিয়ে ফিলিস্তিনের প্রেসিডেন্ট মাহমুদ আব্বাস জাতিসঙ্ঘ সাধারণ পরিষদে ভাষণ দিয়েছেন। তিনি বলেছেন, ইসরাইলের 'গ্রেটার ইসরাইল' পরিকল্পনা শুধু ফিলিস্তিন নয়, আরব বিশ্বের জন্যও হুমকি।: [454, 288, 663, 353]
paragraph: সিরিয়ার ওপর ইসরাইলের অব্যাহত হামলা পুরো অঞ্চলে নতুন সঙ্ঘাতের জন্ম দিচ্ছে বলে সতর্ক করেছেন সিরিয়ার অন্তর্বর্তী প্রেসিডেন্ট আহমদ আল শারা।: [19, 879, 223, 918]
paragraph: ক্লাউড কম্পিউটিং সফটওয়্যার ব্যবহার করে ফিলিস্তিনিদের ওপর নজরদারির অভিযোগে ইসরাইলি সেনাবাহিনীর একটি ইউনিটের সেবা সীমিত করেছে মাইক্রোসফট।: [742, 1074, 886, 1140]
newspaper-logo[interactable]: [20, 18, 123, 62]
paragraph: মার্কিন প্রেসিডেন্ট ডোনাল্ড ট্রাম্পের সাথে হোয়াইট হাউজে রুদ্ধদ্বার বৈঠক করেছেন পাকিস্তানের প্রধানমন্ত্রী শাহবাজ শরিফ ও সেনাপ্রধান ফিল্ড মার্শাল আসিম মুনির।: [572, 1770, 731, 1836]
paragraph: সিরিয়ার ওপর ইসরাইলের অব্যাহত হামলা পুরো অঞ্চলে নতুন সঙ্ঘাতের জন্ম দিচ্ছে বলে সতর্ক করেছেন সিরিয়ার অন্তর্বর্তী প্রেসিডেন্ট আহমদ আল শারা।: [19, 678, 223, 717]
paragraph: ইউক্রেনের প্রেসিডেন্ট ভলোদিমির জেলেনস্কি বলেছেন, রাশিয়ার সাথে যুদ্ধ শেষ হলে তিনি প্রেসিডেন্ট পদ ছাড়তে প্রস্তুত।: [742, 1602, 886, 1654]
article-body: [236, 1159, 394, 1468]
article-body: [404, 868, 562, 1060]
paragraph: এফবিআইয়ের সাবেক পরিচালক জেমস কোমির বিরুদ্ধে কংগ্রেসে দেয়া সাক্ষ্য সংশ্লিষ্ট দু'টি অভিযোগ গঠন করেছে ভার্জিনিয়ার একটি ফেডারেল গ্র্যান্ড জুরি। প্রেসিডেন্ট ডোনাল্ড ট্রাম্পের দীর্ঘদিনের সমালোচনার লক্ষ্য ছিলেন কোমি। তার বিরুদ্ধে অভিযোগ, তিনি ২০২০ সালের সেপ্টেম্বর মাসে কংগ্রেসে দেয়া তার সাক্ষ্যে মিথ্যা বলেছেন।: [892, 135, 1068, 240]
paragraph: মার্কিন প্রেসিডেন্ট ডোনাল্ড ট্রাম্পের সাথে হোয়াইট হাউজে রুদ্ধদ্বার বৈঠক করেছেন পাকিস্তানের প্রধানমন্ত্রী শাহবাজ শরিফ ও সেনাপ্রধান ফিল্ড মার্শাল আসিম মুনির।: [236, 1569, 395, 1635]
china-headline: রুশ অস্ত্র নির্মাতা প্রতিষ্ঠানে চীনের নিষেধাজ্ঞা: [922, 1640, 1160, 1687]
paragraph: যুক্তরাষ্ট্রের প্রেসিডেন্ট ডোনাল্ড ট্রাম্প ওষুধ, ভারী ট্রাক ও কিচেন কেবিনেটসহ বিভিন্ন পণ্যের ওপর নতুন শুল্ক আরোপের ঘোষণা দিয়েছেন।: [1046, 955, 1190, 1007]
article-body: [19, 310, 223, 596]
abbas-photo: [454, 172, 662, 284]
turkey-source: ● রয়টার্স: [19, 1275, 223, 1287]
paragraph: ওয়াশিংটনে ছয় বছরের মধ্যে প্রথমবারের মতো তুরস্কের প্রেসিডেন্ট রজব তৈয়ব এরদোগানের সাথে বৈঠক করেছেন যুক্তরাষ্ট্রের প্রেসিডেন্ট ডোনাল্ড ট্রাম্প।: [19, 1331, 223, 1370]
tariff-article: [892, 794, 1190, 1050]
paragraph: সিরিয়ার ওপর ইসরাইলের অব্যাহত হামলা পুরো অঞ্চলে নতুন সঙ্ঘাতের জন্ম দিচ্ছে বলে সতর্ক করেছেন সিরিয়ার অন্তর্বর্তী প্রেসিডেন্ট আহমদ আল শারা।: [19, 1000, 223, 1039]
page-number: ৫: [1142, 4, 1190, 48]
paragraph: বৃহস্পতিবার ওভাল অফিসে ট্রাম্পও ফের রাশিয়ার প্রেসিডেন্টের প্রতি হতাশা ব্যক্ত করেছেন। বলেছেন, ইউক্রেন ভালো অবস্থায় রয়েছে।: [572, 1321, 731, 1373]
paragraph: মার্কিন প্রেসিডেন্ট ডোনাল্ড ট্রাম্পের সাথে হোয়াইট হাউজে রুদ্ধদ্বার বৈঠক করেছেন পাকিস্তানের প্রধানমন্ত্রী শাহবাজ শরিফ ও সেনাপ্রধান ফিল্ড মার্শাল আসিম মুনির।: [572, 1703, 731, 1769]
paragraph: ইসরাইলের প্রধানমন্ত্রী বেনিয়ামিন নেতানিয়াহুর 'গ্রেটার ইসরাইল' সম্পর্কিত মন্তব্যের কথা উল্লেখ করে তিনি বলেন, আরব রাষ্ট্রগুলোর সার্বভৌমত্ব ও নিরাপত্তা হুমকির মুখে পড়ছে।: [236, 240, 445, 292]
paragraph: ক্লাউড কম্পিউটিং সফটওয়্যার ব্যবহার করে ফিলিস্তিনিদের ওপর নজরদারির অভিযোগে ইসরাইলি সেনাবাহিনীর একটি ইউনিটের সেবা সীমিত করেছে মাইক্রোসফট।: [742, 1275, 886, 1341]
article-body: [404, 1676, 562, 1862]
pakistan-headline: ট্রাম্পের সাথে শাহবাজ ও আসিমের রুদ্ধদ্বার বৈঠক: [347, 1475, 620, 1544]
paragraph: ইউক্রেনের প্রেসিডেন্ট ভলোদিমির জেলেনস্কি বলেছেন, রাশিয়ার সাথে যুদ্ধ শেষ হলে তিনি প্রেসিডেন্ট পদ ছাড়তে প্রস্তুত।: [742, 1495, 886, 1547]
